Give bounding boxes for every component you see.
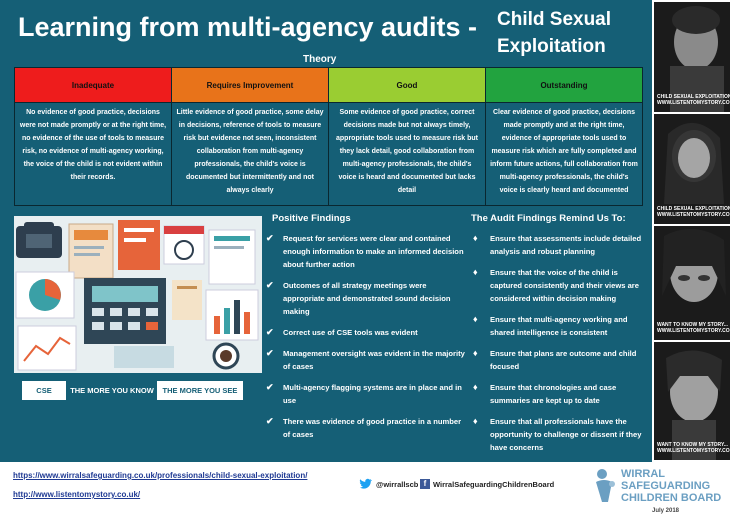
know-tag: THE MORE YOU KNOW [70,386,154,395]
campaign-photo [654,226,738,340]
campaign-caption [657,442,738,454]
subtitle-line2: Exploitation [497,36,606,57]
checkmark-icon: ✔ [266,382,274,392]
logo-line3: CHILDREN BOARD [621,492,722,504]
campaign-site: WWW.LISTENTOMYSTORY.CO.UK [657,100,738,106]
list-item [266,326,466,339]
campaign-title: CHILD SEXUAL EXPLOITATION [657,94,732,100]
list-item-text: Ensure that multi-agency working and shared intelligence is consistent [490,315,628,337]
rating-description: No evidence of good practice, decisions were not made promptly or at the right time, no evidence of the use of tools to measure risk, no evidence of multi-agency working, the voice of the child is not evident within their records. [19,109,167,181]
list-item [473,313,649,339]
campaign-caption [657,322,738,334]
campaign-want: WANT TO KNOW MY STORY... [657,322,728,328]
rating-inadequate [15,68,172,205]
audit-findings-list [473,232,649,462]
diamond-icon: ♦ [473,267,478,277]
diamond-icon: ♦ [473,382,478,392]
campaign-photo [654,2,738,112]
rating-good [329,68,486,205]
cse-page-link[interactable]: https://www.wirralsafeguarding.co.uk/professionals/child-sexual-exploitation/ [13,471,308,480]
campaign-want: WANT TO KNOW MY STORY... [657,442,728,448]
facebook-page-text: WirralSafeguardingChildrenBoard [433,479,555,489]
diamond-icon: ♦ [473,416,478,426]
list-item-text: Ensure that chronologies and case summaries are kept up to date [490,383,617,405]
campaign-title: CHILD SEXUAL EXPLOITATION [657,206,732,212]
rating-header: Good [329,68,485,103]
rating-outstanding [486,68,642,205]
diamond-icon: ♦ [473,314,478,324]
cse-tag: CSE [22,381,66,400]
listentomystory-link[interactable]: http://www.listentomystory.co.uk/ [13,490,141,499]
campaign-photo [654,114,738,224]
campaign-caption [657,94,738,106]
list-item [266,415,466,441]
checkmark-icon: ✔ [266,233,274,243]
list-item [473,415,649,454]
checkmark-icon: ✔ [266,348,274,358]
list-item [266,279,466,318]
twitter-handle-text: @wirrallscb [376,479,419,489]
campaign-site: WWW.LISTENTOMYSTORY.CO.UK [657,328,738,334]
list-item-text: Request for services were clear and contained enough information to make an informed decision about further action [283,234,464,269]
list-item [473,232,649,258]
see-tag: THE MORE YOU SEE [157,381,243,400]
campaign-site: WWW.LISTENTOMYSTORY.CO.UK [657,212,738,218]
list-item-text: Ensure that plans are outcome and child focused [490,349,637,371]
list-item-text: Multi-agency flagging systems are in place and in use [283,383,462,405]
rating-header: Requires Improvement [172,68,328,103]
twitter-icon [360,479,372,489]
campaign-strip [652,0,738,462]
list-item-text: Ensure that assessments include detailed analysis and robust planning [490,234,642,256]
rating-grid [14,67,643,206]
facebook-page[interactable] [420,479,554,489]
checkmark-icon: ✔ [266,416,274,426]
publication-date: July 2018 [652,508,680,514]
checkmark-icon: ✔ [266,327,274,337]
positive-findings-heading: Positive Findings [272,213,351,224]
twitter-handle[interactable] [360,479,418,489]
facebook-icon: f [420,479,430,489]
theory-heading: Theory [303,54,337,65]
rating-description: Some evidence of good practice, correct decisions made but not always timely, appropriate tools used to measure risk but they lack detail, good collaboration from multi-agency professionals, the child's voice is heard and documented but lacks detail [336,109,478,194]
list-item-text: Ensure that the voice of the child is captured consistently and their views are considered within decision making [490,268,639,303]
list-item-text: Management oversight was evident in the majority of cases [283,349,465,371]
audit-illustration [14,216,262,373]
logo-line1: WIRRAL [621,468,665,480]
rating-header: Outstanding [486,68,642,103]
campaign-photo [654,342,738,460]
rating-header: Inadequate [15,68,171,103]
logo-line2: SAFEGUARDING [621,480,711,492]
wirral-scb-logo [594,466,724,518]
rating-description: Little evidence of good practice, some delay in decisions, reference of tools to measure risk but evidence not seen, inconsistent collaboration from multi-agency professionals, the child's voice is documented but intermittently and not always clearly [176,109,324,194]
list-item [266,232,466,271]
diamond-icon: ♦ [473,233,478,243]
list-item [473,381,649,407]
list-item [266,381,466,407]
list-item [473,266,649,305]
page-title: Learning from multi-agency audits - [18,12,478,42]
list-item [266,347,466,373]
list-item [473,347,649,373]
positive-findings-list [266,232,466,449]
list-item-text: Ensure that all professionals have the opportunity to challenge or dissent if they have concerns [490,417,642,452]
campaign-site: WWW.LISTENTOMYSTORY.CO.UK [657,448,738,454]
list-item-text: Outcomes of all strategy meetings were appropriate and demonstrated sound decision making [283,281,451,316]
list-item-text: There was evidence of good practice in a number of cases [283,417,462,439]
diamond-icon: ♦ [473,348,478,358]
campaign-caption [657,206,738,218]
subtitle-line1: Child Sexual [497,9,612,30]
logo-figure-icon [594,468,618,504]
audit-findings-heading: The Audit Findings Remind Us To: [471,213,626,224]
rating-description: Clear evidence of good practice, decisions made promptly and at the right time, evidence of appropriate tools used to measure risk which are fully completed and inform future actions, full collaboration from multi-agency professionals, the child's voice is clearly heard and documented [490,109,638,194]
rating-requires-improvement [172,68,329,205]
list-item-text: Correct use of CSE tools was evident [283,328,418,337]
checkmark-icon: ✔ [266,280,274,290]
